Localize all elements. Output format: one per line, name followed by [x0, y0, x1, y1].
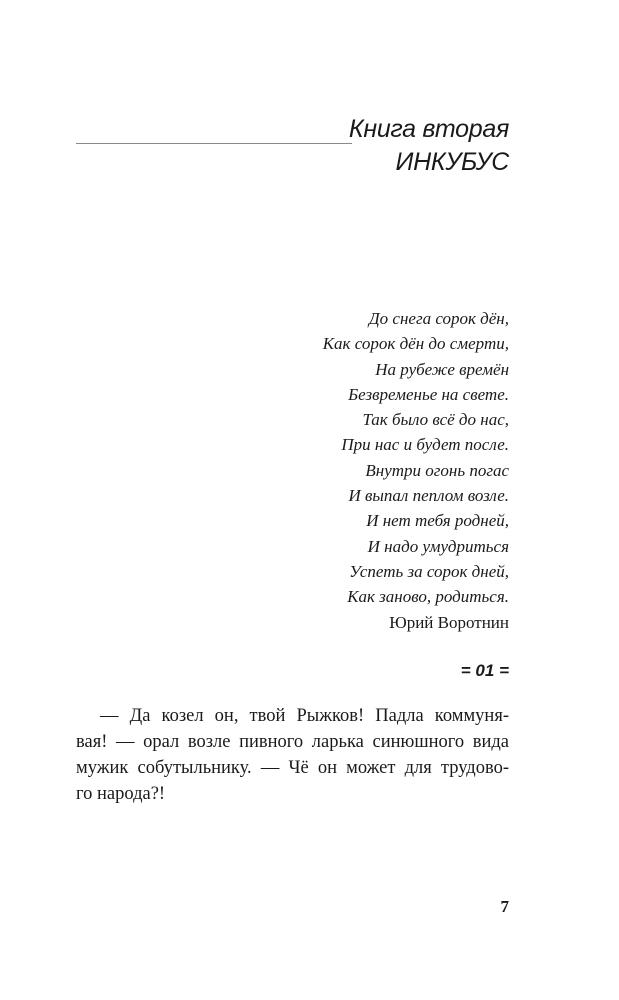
- chapter-number: = 01 =: [460, 661, 509, 680]
- epigraph-author: Юрий Воротнин: [389, 612, 509, 632]
- epigraph-line: Как сорок дён до смерти,: [322, 334, 509, 354]
- epigraph-line: Так было всё до нас,: [362, 410, 509, 430]
- epigraph-line: При нас и будет после.: [341, 435, 509, 455]
- book-title: Книга вторая: [348, 115, 509, 143]
- body-line: вая! — орал возле пивного ларька синюшного вида: [76, 732, 509, 752]
- body-line: го народа?!: [76, 784, 166, 804]
- epigraph-line: На рубеже времён: [375, 359, 509, 379]
- epigraph-line: И нет тебя родней,: [366, 511, 509, 531]
- page-number: 7: [500, 897, 509, 916]
- epigraph-line: До снега сорок дён,: [368, 309, 509, 328]
- title-rule: [76, 143, 352, 144]
- epigraph-line: Успеть за сорок дней,: [349, 561, 509, 581]
- epigraph-line: И выпал пеплом возле.: [348, 486, 509, 506]
- body-paragraph: [76, 703, 509, 807]
- body-line: мужик собутыльнику. — Чё он может для трудово-: [76, 758, 509, 778]
- part-title: ИНКУБУС: [395, 148, 509, 176]
- epigraph-line: И надо умудриться: [367, 536, 509, 556]
- epigraph-line: Безвременье на свете.: [348, 384, 509, 404]
- body-line: — Да козел он, твой Рыжков! Падла коммуня-: [100, 706, 509, 726]
- epigraph-line: Внутри огонь погас: [365, 460, 509, 480]
- epigraph-line: Как заново, родиться.: [347, 587, 509, 607]
- epigraph: [323, 306, 509, 635]
